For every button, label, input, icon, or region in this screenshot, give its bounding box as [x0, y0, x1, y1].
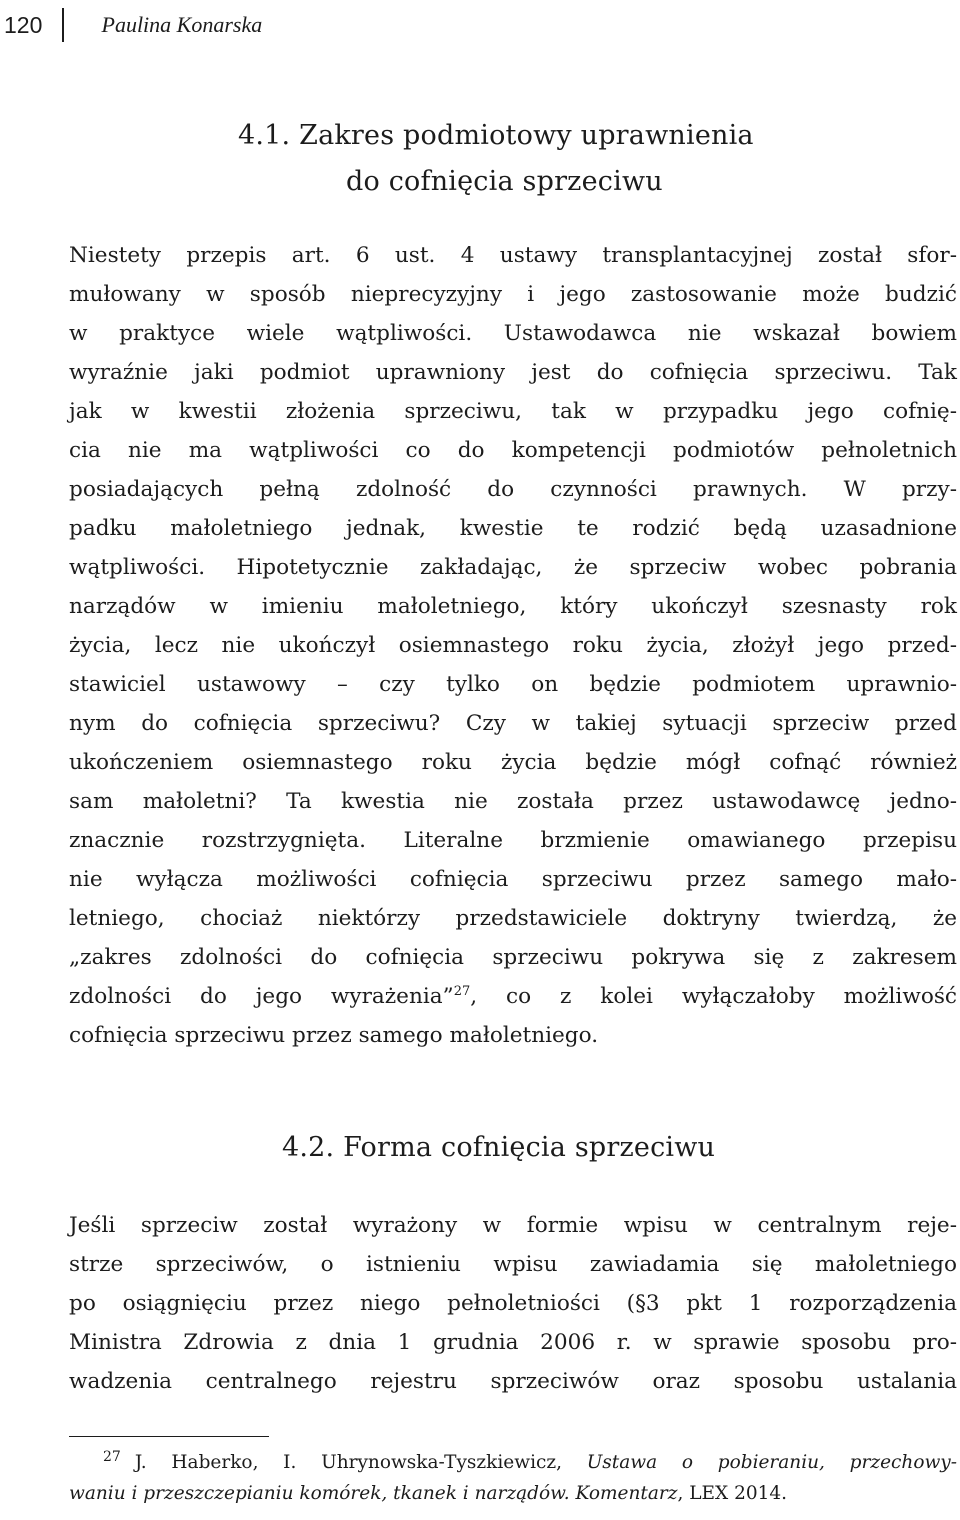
page-number: 120	[4, 11, 43, 38]
page-header	[4, 8, 262, 42]
section-heading-4-1	[238, 113, 754, 205]
text-line: stawiciel ustawowy – czy tylko on będzie podmiotem uprawnio-	[69, 672, 957, 697]
text-line: „zakres zdolności do cofnięcia sprzeciwu pokrywa się z zakresem	[69, 945, 957, 970]
text-segment: , co z kolei wyłączałoby możliwość	[470, 984, 957, 1009]
text-line: sam małoletni? Ta kwestia nie została przez ustawodawcę jedno-	[69, 789, 957, 814]
text-line: narządów w imieniu małoletniego, który ukończył szesnasty rok	[69, 594, 957, 619]
text-line: posiadających pełną zdolność do czynności prawnych. W przy-	[69, 477, 957, 502]
text-line: Niestety przepis art. 6 ust. 4 ustawy transplantacyjnej został sfor-	[69, 243, 957, 268]
footnote-title: waniu i przeszczepianiu komórek, tkanek i narządów. Komentarz	[69, 1483, 678, 1504]
paragraph-1	[69, 236, 957, 1055]
footnote-line	[69, 1447, 957, 1478]
footnote-27	[69, 1447, 957, 1509]
text-line: ukończeniem osiemnastego roku życia będzie mógł cofnąć również	[69, 750, 957, 775]
header-divider	[62, 8, 64, 42]
text-line: wyraźnie jaki podmiot uprawniony jest do cofnięcia sprzeciwu. Tak	[69, 360, 957, 385]
text-line: mułowany w sposób nieprecyzyjny i jego zastosowanie może budzić	[69, 282, 957, 307]
text-line: wadzenia centralnego rejestru sprzeciwów oraz sposobu ustalania	[69, 1369, 957, 1394]
text-line: letniego, chociaż niektórzy przedstawiciele doktryny twierdzą, że	[69, 906, 957, 931]
text-line: Ministra Zdrowia z dnia 1 grudnia 2006 r. w sprawie sposobu pro-	[69, 1330, 957, 1355]
footnote-number: 27	[103, 1448, 121, 1465]
running-head-author: Paulina Konarska	[101, 12, 263, 37]
text-line: nie wyłącza możliwości cofnięcia sprzeciwu przez samego mało-	[69, 867, 957, 892]
footnote-reference[interactable]: 27	[453, 983, 471, 999]
footnote-line	[69, 1478, 957, 1509]
footnote-source: , LEX 2014.	[677, 1483, 788, 1504]
footnote-title: Ustawa o pobieraniu, przechowy-	[586, 1452, 957, 1473]
text-line: nym do cofnięcia sprzeciwu? Czy w takiej sytuacji sprzeciw przed	[69, 711, 957, 736]
section-heading-line1: 4.1. Zakres podmiotowy uprawnienia	[238, 120, 754, 151]
text-line: życia, lecz nie ukończył osiemnastego roku życia, złożył jego przed-	[69, 633, 957, 658]
section-heading-4-2: 4.2. Forma cofnięcia sprzeciwu	[282, 1132, 716, 1163]
text-line: cofnięcia sprzeciwu przez samego małoletniego.	[69, 1023, 599, 1048]
text-line-with-footnote	[69, 977, 957, 1016]
paragraph-2	[69, 1206, 957, 1401]
text-line: cia nie ma wątpliwości co do kompetencji podmiotów pełnoletnich	[69, 438, 957, 463]
text-line: Jeśli sprzeciw został wyrażony w formie wpisu w centralnym reje-	[69, 1213, 957, 1238]
section-heading-line2: do cofnięcia sprzeciwu	[346, 166, 663, 197]
text-line: wątpliwości. Hipotetycznie zakładając, że sprzeciw wobec pobrania	[69, 555, 957, 580]
text-segment: zdolności do jego wyrażenia”	[69, 984, 454, 1009]
text-line: w praktyce wiele wątpliwości. Ustawodawca nie wskazał bowiem	[69, 321, 957, 346]
text-line: po osiągnięciu przez niego pełnoletniości (§3 pkt 1 rozporządzenia	[69, 1291, 957, 1316]
footnote-divider	[69, 1436, 269, 1437]
text-line: strze sprzeciwów, o istnieniu wpisu zawiadamia się małoletniego	[69, 1252, 957, 1277]
text-line: jak w kwestii złożenia sprzeciwu, tak w przypadku jego cofnię-	[69, 399, 957, 424]
text-line: znacznie rozstrzygnięta. Literalne brzmienie omawianego przepisu	[69, 828, 957, 853]
text-line: padku małoletniego jednak, kwestie te rodzić będą uzasadnione	[69, 516, 957, 541]
footnote-authors: J. Haberko, I. Uhrynowska-Tyszkiewicz,	[134, 1452, 587, 1473]
